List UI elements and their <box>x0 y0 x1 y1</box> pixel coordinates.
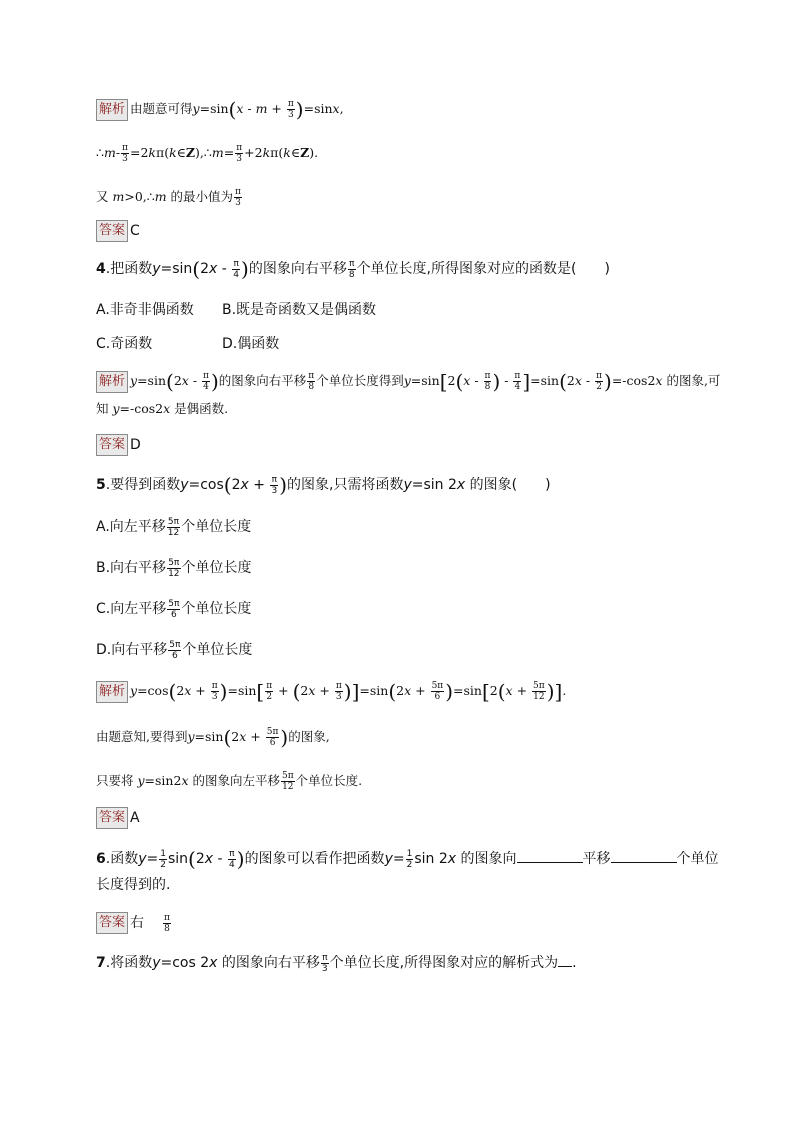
fraction: $\frac{\pi}{3}$ <box>335 681 342 702</box>
q5-solution-line3: 只要将 y=sin2x 的图象向左平移 $\frac{5\pi}{12}$ 个单位长度. <box>96 771 363 792</box>
q5-answer <box>96 805 716 831</box>
answer-value-direction: 右 <box>130 915 145 931</box>
answer-value: D <box>130 437 141 453</box>
fraction: $\frac{\pi}{2}$ <box>266 681 273 702</box>
q3-answer <box>96 218 716 244</box>
fraction: $\frac{5\pi}{6}$ <box>169 639 181 661</box>
q4-solution-line1: 解析 y=sin(2x - $\frac{\pi}{4}$ )的图象向右平移 $\frac{\pi}{8}$ 个单位长度得到y=sin[2(x - $\frac{\pi}{8}$ ) - $\frac{\pi}{4}$ ]=sin(2x - $\frac{\pi}{2}$ )=-cos2x 的图象,可 <box>96 368 716 394</box>
fraction: $\frac{\pi}{8}$ <box>308 371 315 392</box>
fraction: $\frac{\pi}{3}$ <box>211 681 218 702</box>
option-b[interactable]: B.向右平移 $\frac{5\pi}{12}$ 个单位长度 <box>96 557 252 579</box>
q4-options-row2 <box>96 331 716 357</box>
fraction: $\frac{\pi}{4}$ <box>514 371 521 392</box>
q6-stem-line2: 长度得到的. <box>96 877 171 893</box>
fraction: $\frac{5\pi}{12}$ <box>167 516 180 538</box>
fraction: $\frac{\pi}{3}$ <box>235 187 241 208</box>
answer-tag: 答案 <box>96 912 128 934</box>
fraction: $\frac{5\pi}{12}$ <box>168 557 180 579</box>
option-a[interactable]: A.向左平移 $\frac{5\pi}{12}$ 个单位长度 <box>96 516 252 538</box>
fraction: $\frac{\pi}{3}$ <box>236 143 243 164</box>
option-a[interactable]: A.非奇非偶函数 <box>96 302 194 318</box>
fraction: $\frac{\pi}{8}$ <box>348 258 355 280</box>
fraction: $\frac{\pi}{3}$ <box>321 952 328 974</box>
fraction: $\frac{5\pi}{6}$ <box>431 681 444 702</box>
option-d[interactable]: D.向右平移 $\frac{5\pi}{6}$ 个单位长度 <box>96 639 253 661</box>
fraction: $\frac{5\pi}{6}$ <box>266 727 279 748</box>
q3-solution-line3: 又 m>0,∴m 的最小值为 $\frac{\pi}{3}$ <box>96 187 241 208</box>
question-number: 5 <box>96 477 106 493</box>
fraction: $\frac{5\pi}{12}$ <box>281 771 294 792</box>
fraction: $\frac{1}{2}$ <box>160 848 166 870</box>
q6-answer <box>96 910 716 936</box>
q4-options-row1 <box>96 297 716 323</box>
fraction: $\frac{1}{2}$ <box>406 848 413 870</box>
q3-solution-line2: ∴m- $\frac{\pi}{3}$ =2kπ(k∈Z),∴m= $\frac{\pi}{3}$ +2kπ(k∈Z). <box>96 143 319 164</box>
option-d[interactable]: D.偶函数 <box>222 336 280 352</box>
answer-tag: 答案 <box>96 807 128 829</box>
q7-stem: 7.将函数y=cos 2x 的图象向右平移 $\frac{\pi}{3}$ 个单位长度,所得图象对应的解析式为 . <box>96 952 577 974</box>
q4-solution-line2: 知 y=-cos2x 是偶函数. <box>96 401 229 416</box>
fraction: $\frac{5\pi}{12}$ <box>533 681 545 702</box>
question-number: 4 <box>96 261 106 277</box>
option-b[interactable]: B.既是奇函数又是偶函数 <box>222 302 377 318</box>
blank-distance[interactable] <box>611 848 677 863</box>
blank-direction[interactable] <box>517 848 583 863</box>
question-number: 6 <box>96 851 106 867</box>
q5-solution-line1: 解析 y=cos(2x + $\frac{\pi}{3}$ )=sin[ $\frac{\pi}{2}$ + (2x + $\frac{\pi}{3}$ )]=sin(2x + $\frac{5\pi}{6}$ )=sin[2(x + $\frac{5\pi}{12}$ )]. <box>96 678 716 704</box>
answer-value: A <box>130 810 140 826</box>
solution-tag: 解析 <box>96 99 128 121</box>
fraction: $\frac{5\pi}{6}$ <box>168 598 180 620</box>
answer-tag: 答案 <box>96 434 128 456</box>
fraction: $\frac{\pi}{4}$ <box>203 371 209 392</box>
q6-stem: 6.函数y= $\frac{1}{2}$ sin(2x - $\frac{\pi}{4}$ )的图象可以看作把函数y= $\frac{1}{2}$ sin 2x 的图象向 平移 个单位 <box>96 847 719 871</box>
option-c[interactable]: C.奇函数 <box>96 336 153 352</box>
fraction: $\frac{\pi}{2}$ <box>596 371 603 392</box>
fraction: $\frac{\pi}{4}$ <box>233 258 240 280</box>
fraction: $\frac{\pi}{4}$ <box>229 848 235 870</box>
fraction: $\frac{\pi}{3}$ <box>271 474 278 496</box>
q4-answer <box>96 432 716 458</box>
q5-stem: 5.要得到函数y=cos(2x + $\frac{\pi}{3}$ )的图象,只需将函数y=sin 2x 的图象( ) <box>96 473 551 497</box>
question-number: 7 <box>96 955 106 971</box>
answer-value: C <box>130 223 140 239</box>
answer-tag: 答案 <box>96 220 128 242</box>
solution-tag: 解析 <box>96 371 128 393</box>
fraction: $\frac{\pi}{3}$ <box>287 99 294 120</box>
q3-solution-line1: 解析 由题意可得y=sin(x - m + $\frac{\pi}{3}$ )=sinx, <box>96 96 716 122</box>
fraction: $\frac{\pi}{8}$ <box>484 371 491 392</box>
q4-stem: 4.把函数y=sin(2x - $\frac{\pi}{4}$ )的图象向右平移 $\frac{\pi}{8}$ 个单位长度,所得图象对应的函数是( ) <box>96 257 610 281</box>
fraction: $\frac{\pi}{3}$ <box>122 143 128 164</box>
option-c[interactable]: C.向左平移 $\frac{5\pi}{6}$ 个单位长度 <box>96 598 252 620</box>
solution-tag: 解析 <box>96 681 128 703</box>
blank-expression[interactable] <box>558 952 572 967</box>
q5-solution-line2: 由题意知,要得到y=sin(2x + $\frac{5\pi}{6}$ )的图象, <box>96 725 330 750</box>
answer-value-distance: $\frac{\pi}{8}$ <box>164 912 170 934</box>
